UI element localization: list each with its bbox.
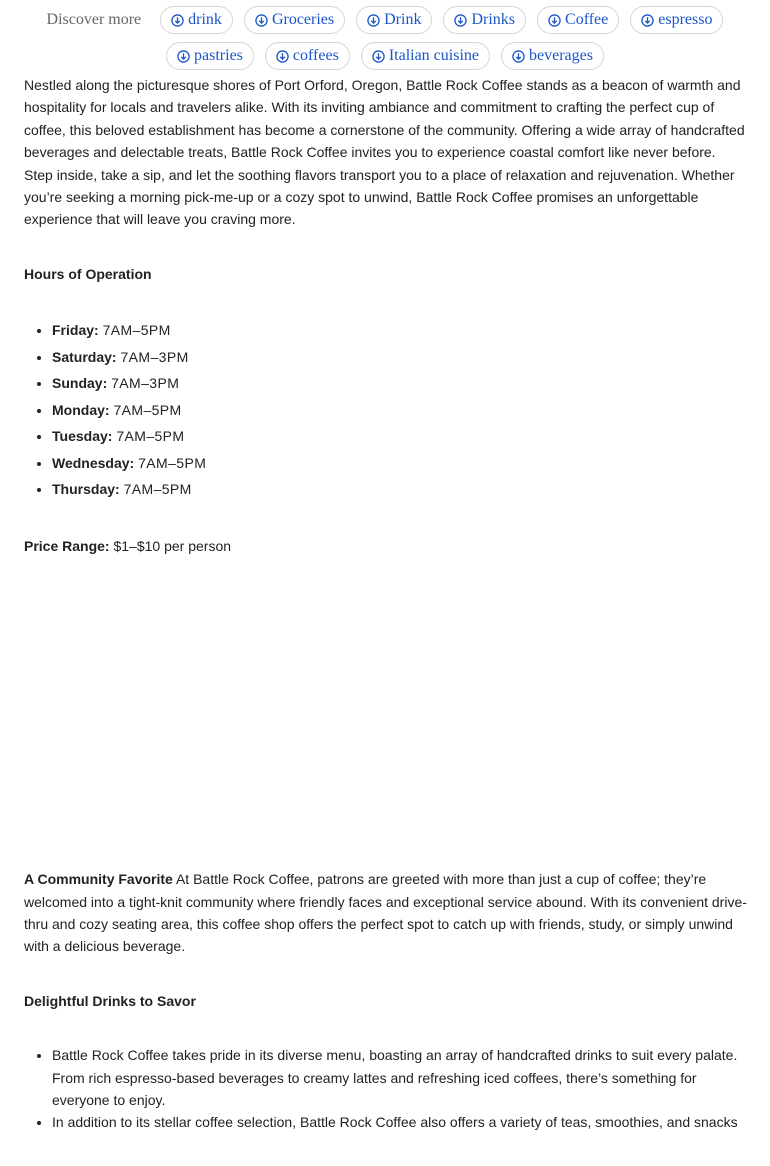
arrow-circle-icon bbox=[367, 14, 380, 27]
hours-heading: Hours of Operation bbox=[24, 265, 152, 282]
discover-more-bar bbox=[0, 6, 770, 70]
chip-label: Drinks bbox=[471, 11, 516, 28]
hours-item-sunday bbox=[52, 370, 748, 397]
ad-placeholder bbox=[24, 557, 748, 868]
hours-item-thursday bbox=[52, 476, 748, 503]
day-label: Sunday: bbox=[52, 375, 108, 392]
chip-coffee[interactable] bbox=[537, 6, 619, 34]
arrow-circle-icon bbox=[512, 50, 525, 63]
day-hours: 7AM–5PM bbox=[123, 481, 192, 498]
discover-more-label: Discover more bbox=[46, 11, 142, 28]
chip-groceries[interactable] bbox=[244, 6, 345, 34]
arrow-circle-icon bbox=[177, 50, 190, 63]
hours-item-friday bbox=[52, 317, 748, 344]
chip-label: pastries bbox=[194, 47, 243, 64]
day-label: Thursday: bbox=[52, 481, 120, 498]
chip-drinks[interactable] bbox=[443, 6, 526, 34]
drinks-list bbox=[24, 1044, 748, 1134]
day-hours: 7AM–3PM bbox=[111, 375, 180, 392]
arrow-circle-icon bbox=[641, 14, 654, 27]
chip-label: Drink bbox=[384, 11, 422, 28]
hours-list bbox=[24, 317, 748, 503]
hours-item-wednesday bbox=[52, 450, 748, 477]
drinks-heading: Delightful Drinks to Savor bbox=[24, 992, 196, 1009]
chip-pastries[interactable] bbox=[166, 42, 254, 70]
day-label: Wednesday: bbox=[52, 454, 135, 471]
chip-drink-2[interactable] bbox=[356, 6, 432, 34]
hours-item-tuesday bbox=[52, 423, 748, 450]
arrow-circle-icon bbox=[548, 14, 561, 27]
chip-label: Groceries bbox=[271, 11, 335, 28]
arrow-circle-icon bbox=[255, 14, 268, 27]
article-content bbox=[24, 74, 748, 1166]
price-range bbox=[24, 535, 748, 557]
chip-label: espresso bbox=[658, 11, 713, 28]
arrow-circle-icon bbox=[276, 50, 289, 63]
chip-label: beverages bbox=[529, 47, 593, 64]
day-hours: 7AM–5PM bbox=[138, 454, 207, 471]
community-text: At Battle Rock Coffee, patrons are greeted with more than just a cup of coffee; they’re welcomed into a tight-knit community where friendly faces and exceptional service abound. With its convenient drive-thru and cozy seating area, this coffee shop offers the perfect spot to catch up with friends, study, or simply unwind with a delicious beverage. bbox=[24, 871, 747, 955]
chip-beverages[interactable] bbox=[501, 42, 604, 70]
community-paragraph bbox=[24, 868, 748, 958]
chip-italian-cuisine[interactable] bbox=[361, 42, 490, 70]
intro-paragraph: Nestled along the picturesque shores of Port Orford, Oregon, Battle Rock Coffee stands as a beacon of warmth and hospitality for locals and travelers alike. With its inviting ambiance and commitment to crafting the perfect cup of coffee, this beloved establishment has become a cornerstone of the community. Offering a wide array of handcrafted beverages and delectable treats, Battle Rock Coffee invites you to experience coastal comfort like never before. Step inside, take a sip, and let the soothing flavors transport you to a place of relaxation and rejuvenation. Whether you’re seeking a morning pick-me-up or a cozy spot to unwind, Battle Rock Coffee promises an unforgettable experience that will leave you craving more. bbox=[24, 77, 745, 228]
chip-label: Coffee bbox=[565, 11, 609, 28]
drinks-item: • In addition to its stellar coffee selection, Battle Rock Coffee also offers a variety of teas, smoothies, and snacks bbox=[52, 1111, 748, 1133]
chip-coffees[interactable] bbox=[265, 42, 350, 70]
price-value: $1–$10 per person bbox=[113, 537, 232, 554]
day-label: Saturday: bbox=[52, 348, 117, 365]
day-label: Tuesday: bbox=[52, 428, 113, 445]
day-label: Monday: bbox=[52, 401, 110, 418]
day-hours: 7AM–5PM bbox=[116, 428, 185, 445]
arrow-circle-icon bbox=[171, 14, 184, 27]
day-hours: 7AM–5PM bbox=[113, 401, 182, 418]
hours-item-monday bbox=[52, 397, 748, 424]
price-label: Price Range: bbox=[24, 537, 110, 554]
chip-label: coffees bbox=[292, 47, 339, 64]
day-label: Friday: bbox=[52, 322, 99, 339]
day-hours: 7AM–5PM bbox=[102, 322, 171, 339]
community-heading: A Community Favorite bbox=[24, 871, 173, 888]
chip-drink[interactable] bbox=[160, 6, 233, 34]
drinks-item: • Battle Rock Coffee takes pride in its diverse menu, boasting an array of handcrafted drinks to suit every palate. From rich espresso-based beverages to creamy lattes and refreshing iced coffees, there’s something for everyone to enjoy. bbox=[52, 1044, 748, 1111]
arrow-circle-icon bbox=[372, 50, 385, 63]
chip-espresso[interactable] bbox=[630, 6, 723, 34]
chip-label: drink bbox=[188, 11, 222, 28]
chip-label: Italian cuisine bbox=[388, 47, 479, 64]
day-hours: 7AM–3PM bbox=[120, 348, 189, 365]
arrow-circle-icon bbox=[454, 14, 467, 27]
hours-item-saturday bbox=[52, 344, 748, 371]
